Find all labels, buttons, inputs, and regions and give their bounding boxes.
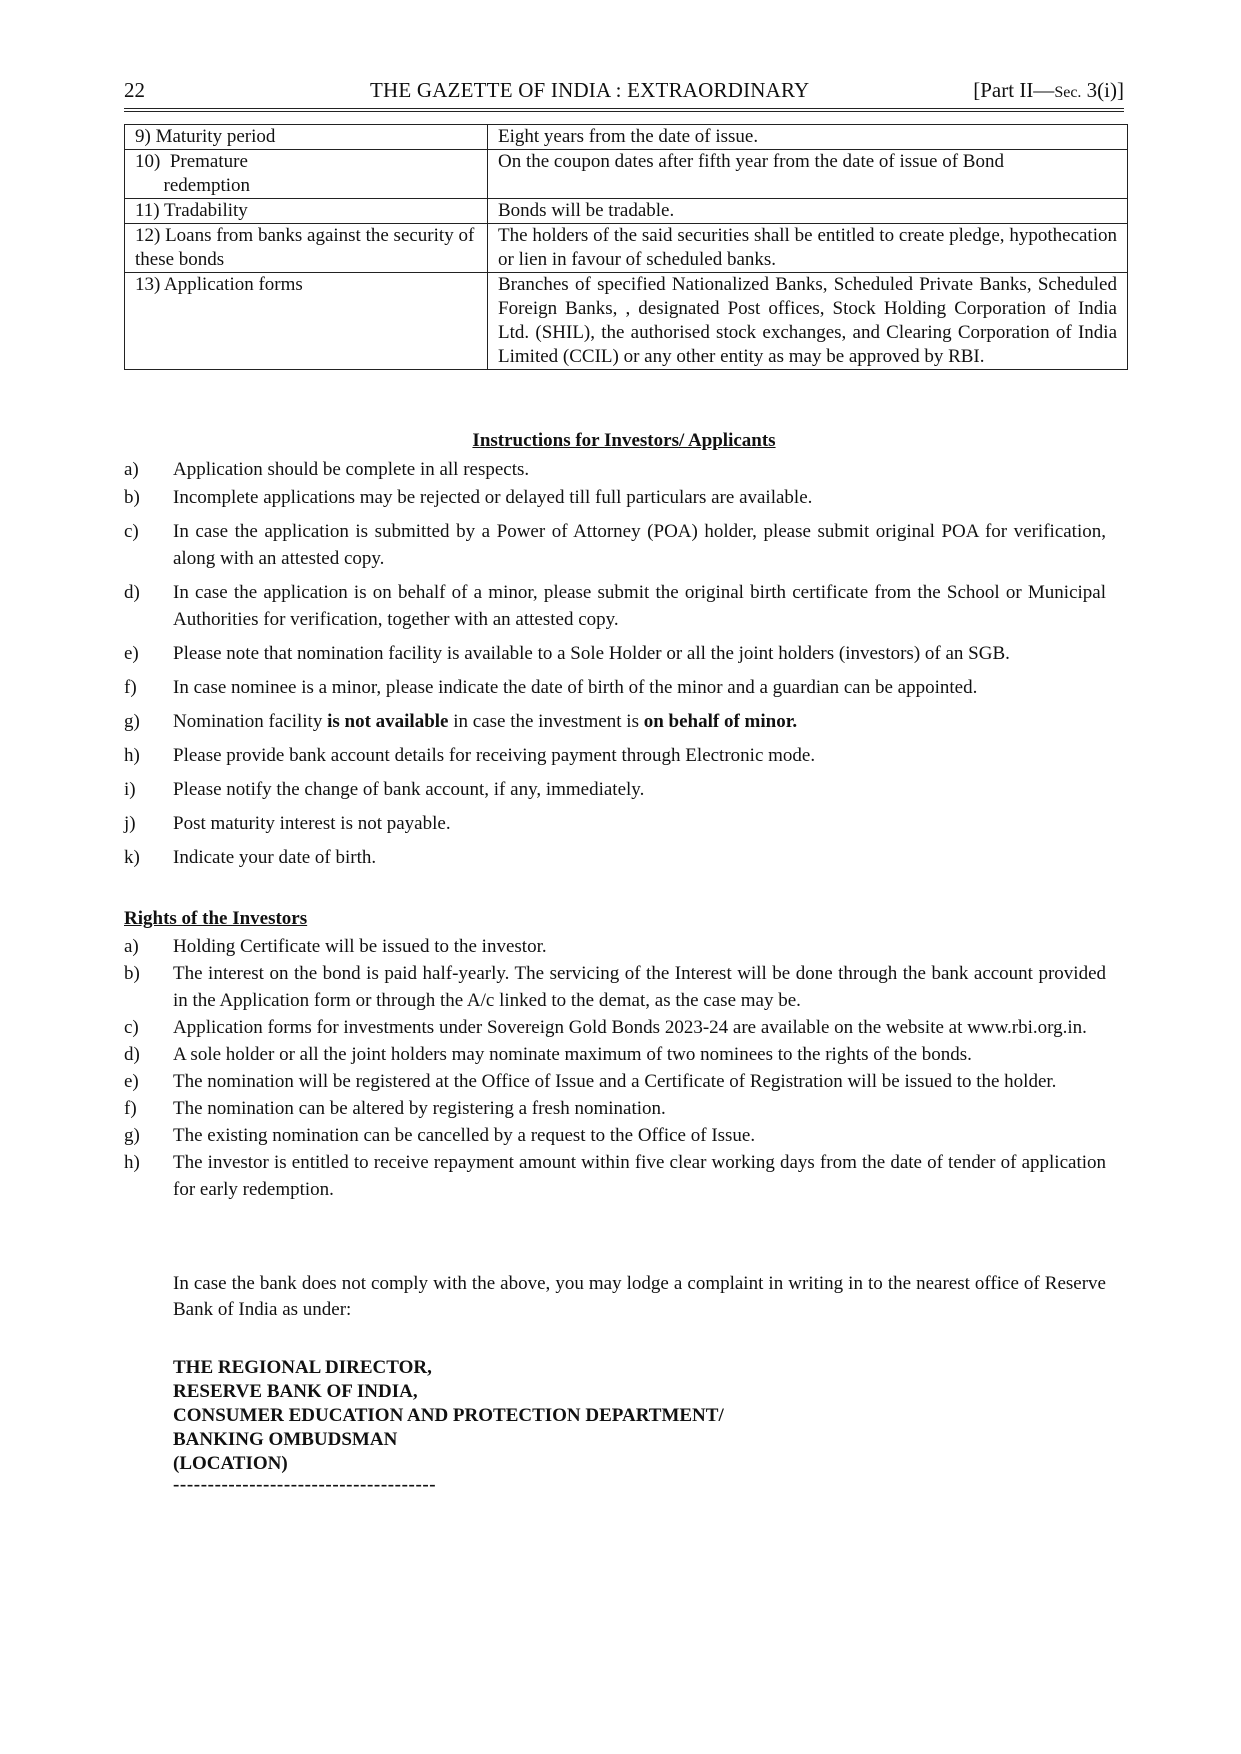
item-text: The nomination can be altered by registering a fresh nomination. bbox=[173, 1098, 666, 1119]
rbi-address-block bbox=[173, 1356, 724, 1476]
part-section bbox=[973, 78, 1124, 103]
item-label: e) bbox=[124, 1071, 139, 1092]
list-item bbox=[124, 1122, 1106, 1149]
item-label: c) bbox=[124, 521, 139, 542]
row-label bbox=[125, 150, 488, 199]
row-label-text: 10) Premature redemption bbox=[135, 151, 251, 196]
text-run: in case the investment is bbox=[448, 711, 644, 732]
item-text: Incomplete applications may be rejected or delayed till full particulars are available. bbox=[173, 487, 813, 508]
list-item bbox=[124, 933, 1106, 960]
item-label: g) bbox=[124, 711, 140, 732]
item-label: e) bbox=[124, 643, 139, 664]
text-run: Nomination facility bbox=[173, 711, 328, 732]
list-item bbox=[124, 1014, 1106, 1041]
table-row bbox=[125, 125, 1128, 150]
item-label: d) bbox=[124, 582, 140, 603]
list-item bbox=[124, 844, 1106, 871]
bond-terms-table bbox=[124, 124, 1128, 370]
address-line: (LOCATION) bbox=[173, 1453, 288, 1474]
complaint-paragraph: In case the bank does not comply with the above, you may lodge a complaint in writing in to the nearest office of Reserve Bank of India as under: bbox=[173, 1273, 1106, 1320]
bold-text: on behalf of minor. bbox=[643, 711, 798, 732]
instructions-list bbox=[124, 456, 1106, 878]
item-text: Please provide bank account details for receiving payment through Electronic mode. bbox=[173, 745, 816, 766]
item-label: a) bbox=[124, 459, 139, 480]
item-text: The investor is entitled to receive repayment amount within five clear working days from the date of tender of application for early redemption. bbox=[173, 1152, 1106, 1200]
rights-list bbox=[124, 933, 1106, 1203]
part-suffix: 3(i)] bbox=[1081, 78, 1124, 102]
bold-text: is not available bbox=[327, 711, 449, 732]
row-label: 9) Maturity period bbox=[125, 125, 488, 150]
item-label: j) bbox=[124, 813, 136, 834]
gazette-page bbox=[124, 72, 1124, 1495]
row-value: The holders of the said securities shall be entitled to create pledge, hypothecation or lien in favour of scheduled banks. bbox=[488, 224, 1128, 273]
row-value: Branches of specified Nationalized Banks, Scheduled Private Banks, Scheduled Foreign Banks, , designated Post offices, Stock Holding Corporation of India Ltd. (SHIL), the authorised stock exchanges, and Clearing Corporation of India Limited (CCIL) or any other entity as may be approved by RBI. bbox=[488, 273, 1128, 370]
list-item bbox=[124, 776, 1106, 803]
item-text: Indicate your date of birth. bbox=[173, 847, 377, 868]
item-label: i) bbox=[124, 779, 136, 800]
item-text: Holding Certificate will be issued to the investor. bbox=[173, 936, 547, 957]
item-label: k) bbox=[124, 847, 140, 868]
item-label: f) bbox=[124, 1098, 137, 1119]
item-label: g) bbox=[124, 1125, 140, 1146]
item-text: The nomination will be registered at the Office of Issue and a Certificate of Registration will be issued to the holder. bbox=[173, 1071, 1057, 1092]
row-label: 12) Loans from banks against the security of these bonds bbox=[125, 224, 488, 273]
address-line: BANKING OMBUDSMAN bbox=[173, 1429, 398, 1450]
address-line: THE REGIONAL DIRECTOR, bbox=[173, 1357, 432, 1378]
list-item bbox=[124, 708, 1106, 735]
list-item bbox=[124, 456, 1106, 483]
item-label: c) bbox=[124, 1017, 139, 1038]
item-label: b) bbox=[124, 487, 140, 508]
item-label: b) bbox=[124, 963, 140, 984]
item-text: In case the application is on behalf of a minor, please submit the original birth certificate from the School or Municipal Authorities for verification, together with an attested copy. bbox=[173, 582, 1106, 630]
table-row bbox=[125, 224, 1128, 273]
address-line: RESERVE BANK OF INDIA, bbox=[173, 1381, 418, 1402]
item-text: Application forms for investments under Sovereign Gold Bonds 2023-24 are available on the website at www.rbi.org.in. bbox=[173, 1017, 1087, 1038]
list-item bbox=[124, 484, 1106, 511]
list-item bbox=[124, 640, 1106, 667]
item-label: a) bbox=[124, 936, 139, 957]
list-item bbox=[124, 1068, 1106, 1095]
table-row bbox=[125, 199, 1128, 224]
part-prefix: [Part II— bbox=[973, 78, 1055, 102]
header-rule-top bbox=[124, 108, 1124, 109]
item-text: The interest on the bond is paid half-yearly. The servicing of the Interest will be done through the bank account provided in the Application form or through the A/c linked to the demat, as the case may be. bbox=[173, 963, 1106, 1011]
item-text: Please note that nomination facility is available to a Sole Holder or all the joint holders (investors) of an SGB. bbox=[173, 643, 1010, 664]
list-item bbox=[124, 742, 1106, 769]
page-header bbox=[124, 72, 1124, 102]
item-text: A sole holder or all the joint holders may nominate maximum of two nominees to the rights of the bonds. bbox=[173, 1044, 972, 1065]
instructions-heading: Instructions for Investors/ Applicants bbox=[472, 430, 776, 451]
row-value: Eight years from the date of issue. bbox=[488, 125, 1128, 150]
table-row bbox=[125, 273, 1128, 370]
row-value: Bonds will be tradable. bbox=[488, 199, 1128, 224]
header-rule-bottom bbox=[124, 111, 1124, 112]
row-label: 13) Application forms bbox=[125, 273, 488, 370]
row-value: On the coupon dates after fifth year from the date of issue of Bond bbox=[488, 150, 1128, 199]
item-label: d) bbox=[124, 1044, 140, 1065]
list-item bbox=[124, 1095, 1106, 1122]
list-item bbox=[124, 1041, 1106, 1068]
item-text bbox=[173, 708, 1106, 735]
list-item bbox=[124, 960, 1106, 1014]
item-text: Post maturity interest is not payable. bbox=[173, 813, 451, 834]
item-label: h) bbox=[124, 1152, 140, 1173]
dashed-line: -------------------------------------- bbox=[173, 1474, 437, 1495]
item-text: In case the application is submitted by a Power of Attorney (POA) holder, please submit original POA for verification, along with an attested copy. bbox=[173, 521, 1106, 569]
address-line: CONSUMER EDUCATION AND PROTECTION DEPARTMENT/ bbox=[173, 1405, 724, 1426]
part-sec: Sec. bbox=[1054, 84, 1082, 101]
item-text: Application should be complete in all respects. bbox=[173, 459, 530, 480]
row-label: 11) Tradability bbox=[125, 199, 488, 224]
item-text: Please notify the change of bank account, if any, immediately. bbox=[173, 779, 645, 800]
list-item bbox=[124, 579, 1106, 633]
list-item bbox=[124, 810, 1106, 837]
gazette-title: THE GAZETTE OF INDIA : EXTRAORDINARY bbox=[370, 78, 810, 102]
list-item bbox=[124, 518, 1106, 572]
rights-heading: Rights of the Investors bbox=[124, 908, 308, 929]
table-row bbox=[125, 150, 1128, 199]
page-number: 22 bbox=[124, 78, 145, 102]
item-text: In case nominee is a minor, please indicate the date of birth of the minor and a guardian can be appointed. bbox=[173, 677, 978, 698]
item-label: h) bbox=[124, 745, 140, 766]
item-label: f) bbox=[124, 677, 137, 698]
list-item bbox=[124, 674, 1106, 701]
item-text: The existing nomination can be cancelled by a request to the Office of Issue. bbox=[173, 1125, 756, 1146]
list-item bbox=[124, 1149, 1106, 1203]
